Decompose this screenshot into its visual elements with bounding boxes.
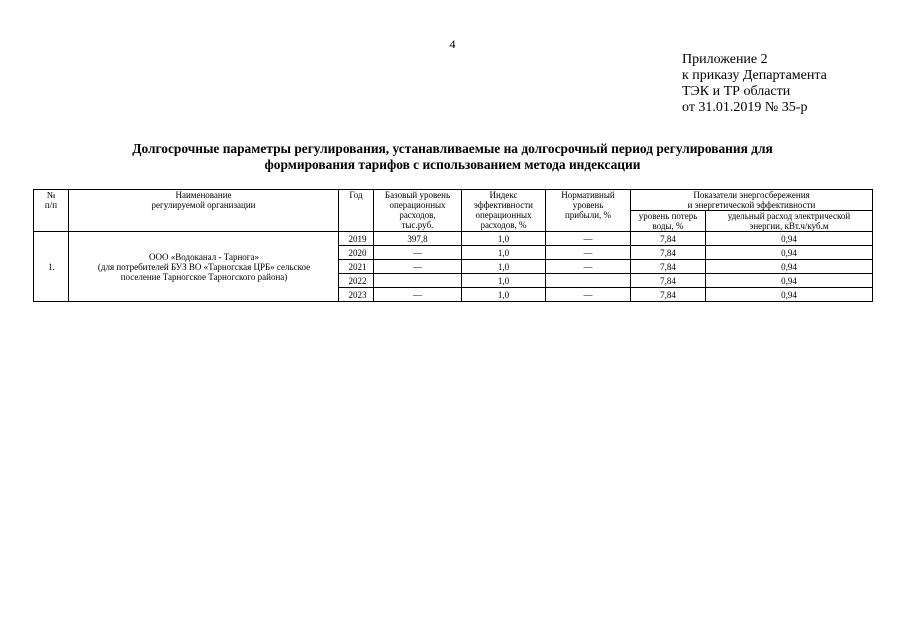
appendix-line: от 31.01.2019 № 35-р — [682, 100, 808, 115]
header-year: Год — [339, 190, 374, 232]
cell-year: 2019 — [339, 232, 374, 246]
cell-base: — — [374, 288, 462, 302]
cell-year: 2022 — [339, 274, 374, 288]
header-base-costs: Базовый уровень операционных расходов, тыс.руб. — [374, 190, 462, 232]
cell-loss: 7,84 — [631, 274, 706, 288]
header-organization: Наименование регулируемой организации — [69, 190, 339, 232]
header-energy-consumption: удельный расход электрической энергии, кВт.ч/куб.м — [706, 211, 873, 232]
page-blank-area — [0, 320, 905, 640]
appendix-line: ТЭК и ТР области — [682, 84, 791, 99]
header-water-loss: уровень потерь воды, % — [631, 211, 706, 232]
parameters-table — [33, 189, 873, 302]
cell-year: 2023 — [339, 288, 374, 302]
cell-loss: 7,84 — [631, 246, 706, 260]
header-efficiency-index: Индекс эффективности операционных расходов, % — [462, 190, 546, 232]
cell-profit: — — [546, 260, 631, 274]
cell-profit: — — [546, 232, 631, 246]
cell-profit — [546, 274, 631, 288]
header-number: № п/п — [34, 190, 69, 232]
cell-base: — — [374, 260, 462, 274]
header-profit: Нормативный уровень прибыли, % — [546, 190, 631, 232]
cell-year: 2020 — [339, 246, 374, 260]
cell-profit: — — [546, 246, 631, 260]
table-row — [34, 232, 873, 246]
row-number: 1. — [34, 232, 69, 302]
header-energy: Показатели энергосбережения и энергетической эффективности — [631, 190, 873, 211]
cell-base: — — [374, 246, 462, 260]
organization-name: ООО «Водоканал - Тарнога» (для потребителей БУЗ ВО «Тарногская ЦРБ» сельское поселение Тарногское Тарногского района) — [69, 232, 339, 302]
cell-consumption: 0,94 — [706, 246, 873, 260]
cell-consumption: 0,94 — [706, 288, 873, 302]
cell-base — [374, 274, 462, 288]
appendix-block — [682, 52, 897, 116]
appendix-line: Приложение 2 — [682, 52, 768, 67]
cell-index: 1,0 — [462, 246, 546, 260]
document-title — [30, 141, 875, 173]
cell-loss: 7,84 — [631, 260, 706, 274]
cell-loss: 7,84 — [631, 288, 706, 302]
cell-index: 1,0 — [462, 288, 546, 302]
title-line: формирования тарифов с использованием метода индексации — [264, 157, 641, 172]
cell-base: 397,8 — [374, 232, 462, 246]
cell-consumption: 0,94 — [706, 260, 873, 274]
cell-index: 1,0 — [462, 274, 546, 288]
cell-index: 1,0 — [462, 232, 546, 246]
cell-consumption: 0,94 — [706, 232, 873, 246]
cell-year: 2021 — [339, 260, 374, 274]
cell-index: 1,0 — [462, 260, 546, 274]
cell-consumption: 0,94 — [706, 274, 873, 288]
cell-profit: — — [546, 288, 631, 302]
title-line: Долгосрочные параметры регулирования, устанавливаемые на долгосрочный период регулирования для — [132, 141, 773, 156]
appendix-line: к приказу Департамента — [682, 68, 827, 83]
page-number: 4 — [449, 37, 456, 51]
cell-loss: 7,84 — [631, 232, 706, 246]
